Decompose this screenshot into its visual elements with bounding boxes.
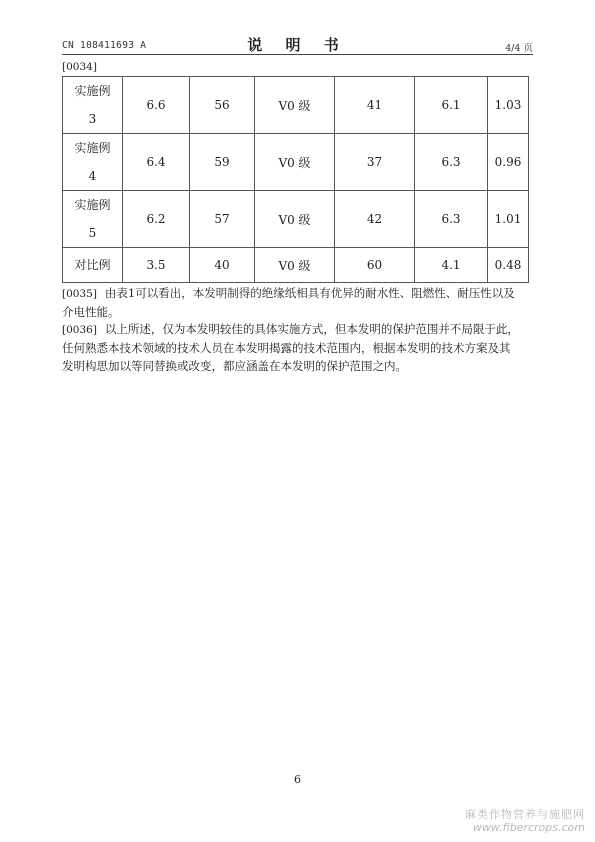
row-label-line1: 对比例 xyxy=(74,258,111,272)
paragraph-0035 xyxy=(62,284,532,321)
watermark-url: www.fibercrops.com xyxy=(472,821,585,834)
table-cell: 59 xyxy=(190,134,255,191)
table-paragraph-tag: [0034] xyxy=(62,61,97,73)
table-cell: 6.3 xyxy=(415,191,488,248)
paragraph-line xyxy=(62,284,532,303)
publication-number: CN 108411693 A xyxy=(62,40,147,51)
row-label xyxy=(63,77,123,134)
table-cell: 6.2 xyxy=(123,191,190,248)
row-label-line1: 实施例 xyxy=(74,84,111,98)
table-cell: 1.01 xyxy=(488,191,529,248)
watermark-site-name: 麻类作物营养与施肥网 xyxy=(465,808,585,821)
table-cell: V0 级 xyxy=(255,191,335,248)
paragraph-0036 xyxy=(62,320,532,375)
page-header xyxy=(62,36,533,55)
table-cell: 57 xyxy=(190,191,255,248)
row-label-line2: 4 xyxy=(88,169,97,183)
table-cell: 6.3 xyxy=(415,134,488,191)
table-cell: 42 xyxy=(335,191,415,248)
paragraph-line: 发明构思加以等同替换或改变，都应涵盖在本发明的保护范围之内。 xyxy=(62,359,407,373)
table-row xyxy=(63,134,529,191)
table-cell: 60 xyxy=(335,248,415,283)
table-cell: V0 级 xyxy=(255,134,335,191)
table-cell: 0.96 xyxy=(488,134,529,191)
page-number: 6 xyxy=(294,773,301,786)
document-title: 说 明 书 xyxy=(247,36,348,54)
table-cell: 4.1 xyxy=(415,248,488,283)
paragraph-text: 以上所述，仅为本发明较佳的具体实施方式，但本发明的保护范围并不局限于此， xyxy=(104,322,519,336)
table-cell: V0 级 xyxy=(255,77,335,134)
table-row xyxy=(63,77,529,134)
paragraph-text: 由表1可以看出，本发明制得的绝缘纸相具有优异的耐水性、阻燃性、耐压性以及 xyxy=(104,286,515,300)
table-cell: V0 级 xyxy=(255,248,335,283)
table-row xyxy=(63,248,529,283)
row-label-line1: 实施例 xyxy=(74,141,111,155)
paragraph-line: 任何熟悉本技术领域的技术人员在本发明揭露的技术范围内，根据本发明的技术方案及其 xyxy=(62,341,511,355)
row-label xyxy=(63,191,123,248)
paragraph-tag: [0035] xyxy=(62,288,97,300)
paragraph-line: 介电性能。 xyxy=(62,305,120,319)
table-cell: 6.4 xyxy=(123,134,190,191)
results-table xyxy=(62,76,529,283)
paragraph-line xyxy=(62,320,532,339)
row-label xyxy=(63,248,123,283)
row-label-line2: 3 xyxy=(88,112,97,126)
table-cell: 56 xyxy=(190,77,255,134)
row-label xyxy=(63,134,123,191)
watermark xyxy=(465,808,585,834)
table-cell: 6.6 xyxy=(123,77,190,134)
table-row xyxy=(63,191,529,248)
table-cell: 40 xyxy=(190,248,255,283)
table-cell: 41 xyxy=(335,77,415,134)
table-cell: 1.03 xyxy=(488,77,529,134)
table-cell: 3.5 xyxy=(123,248,190,283)
table-cell: 0.48 xyxy=(488,248,529,283)
paragraph-tag: [0036] xyxy=(62,324,97,336)
table-cell: 37 xyxy=(335,134,415,191)
row-label-line2: 5 xyxy=(88,226,97,240)
row-label-line1: 实施例 xyxy=(74,198,111,212)
page-fraction: 4/4 页 xyxy=(505,43,533,54)
table-cell: 6.1 xyxy=(415,77,488,134)
